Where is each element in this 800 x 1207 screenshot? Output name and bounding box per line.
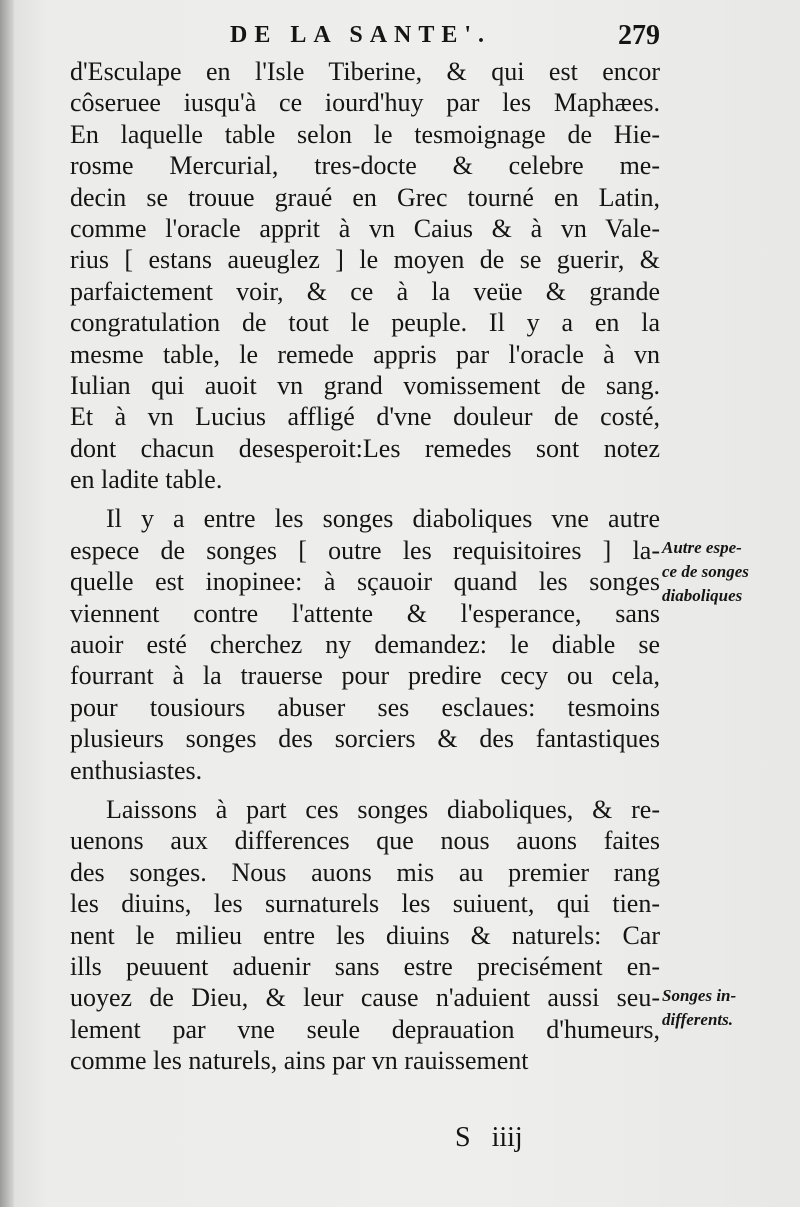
text-line: d'Esculape en l'Isle Tiberine, & qui est encor	[70, 57, 660, 86]
text-line: ills peuuent aduenir sans estre precisément en-	[70, 951, 660, 981]
text-line: nent le milieu entre les diuins & naturels: Car	[70, 920, 660, 950]
text-line: fourrant à la trauerse pour predire cecy ou cela,	[70, 661, 660, 691]
text-line: espece de songes [ outre les requisitoires ] la-	[70, 535, 660, 565]
text-line: en ladite table.	[70, 465, 223, 495]
margin-note-autre-espece	[662, 536, 792, 608]
margin-note-line: diaboliques	[662, 586, 743, 605]
margin-note-line: Songes in-	[662, 986, 737, 1005]
margin-note-line: Autre espe-	[662, 538, 742, 557]
text-line: Laissons à part ces songes diaboliques, & re-	[106, 794, 660, 824]
text-line: mesme table, le remede appris par l'oracle à vn	[70, 339, 660, 369]
text-line: quelle est inopinee: à sçauoir quand les songes	[70, 567, 660, 597]
signature-mark	[455, 1122, 537, 1154]
page-number: 279	[618, 20, 660, 51]
text-line: les diuins, les surnaturels les suiuent, qui tien-	[70, 889, 660, 919]
running-title: DE LA SANTE'.	[230, 22, 492, 48]
text-line: En laquelle table selon le tesmoignage de Hie-	[70, 119, 660, 149]
text-line: des songes. Nous auons mis au premier rang	[70, 857, 660, 887]
text-line: Iulian qui auoit vn grand vomissement de sang.	[70, 370, 660, 400]
text-line: uoyez de Dieu, & leur cause n'aduient aussi seu-	[70, 983, 660, 1013]
text-line: côseruee iusqu'à ce iourd'huy par les Maphæes.	[70, 88, 660, 118]
text-line: comme les naturels, ains par vn rauissement	[70, 1046, 529, 1076]
page-header	[70, 18, 660, 58]
text-line: rosme Mercurial, tres-docte & celebre me-	[70, 151, 660, 181]
paragraph-gap	[70, 495, 660, 503]
text-line: Et à vn Lucius affligé d'vne douleur de costé,	[70, 402, 660, 432]
text-line: viennent contre l'attente & l'esperance, sans	[70, 598, 660, 628]
text-line: pour tousiours abuser ses esclaues: tesmoins	[70, 692, 660, 722]
text-line: lement par vne seule deprauation d'humeurs,	[70, 1014, 660, 1044]
text-line: parfaictement voir, & ce à la veüe & grande	[70, 276, 660, 306]
text-line: congratulation de tout le peuple. Il y a en la	[70, 308, 660, 338]
paragraph-gap	[70, 786, 660, 794]
text-line: dont chacun desesperoit:Les remedes sont notez	[70, 433, 660, 463]
text-line: plusieurs songes des sorciers & des fantastiques	[70, 724, 660, 754]
text-line: comme l'oracle apprit à vn Caius & à vn Vale-	[70, 213, 660, 243]
text-line: decin se trouue graué en Grec tourné en Latin,	[70, 182, 660, 212]
paragraph	[70, 56, 660, 495]
signature-letter: S	[455, 1122, 471, 1153]
paragraph	[70, 794, 660, 1077]
text-line: Il y a entre les songes diaboliques vne autre	[106, 504, 660, 534]
text-line: rius [ estans aueuglez ] le moyen de se guerir, &	[70, 245, 660, 275]
body-text	[70, 56, 660, 1077]
margin-note-line: ce de songes	[662, 562, 749, 581]
paragraph	[70, 503, 660, 786]
margin-note-songes-indifferents	[662, 984, 792, 1032]
margin-note-line: differents.	[662, 1010, 733, 1029]
page-gutter-shadow	[0, 0, 14, 1207]
signature-numeral: iiij	[491, 1122, 523, 1153]
text-line: enthusiastes.	[70, 755, 203, 785]
text-line: uenons aux differences que nous auons faites	[70, 826, 660, 856]
text-line: auoir esté cherchez ny demandez: le diable se	[70, 630, 660, 660]
